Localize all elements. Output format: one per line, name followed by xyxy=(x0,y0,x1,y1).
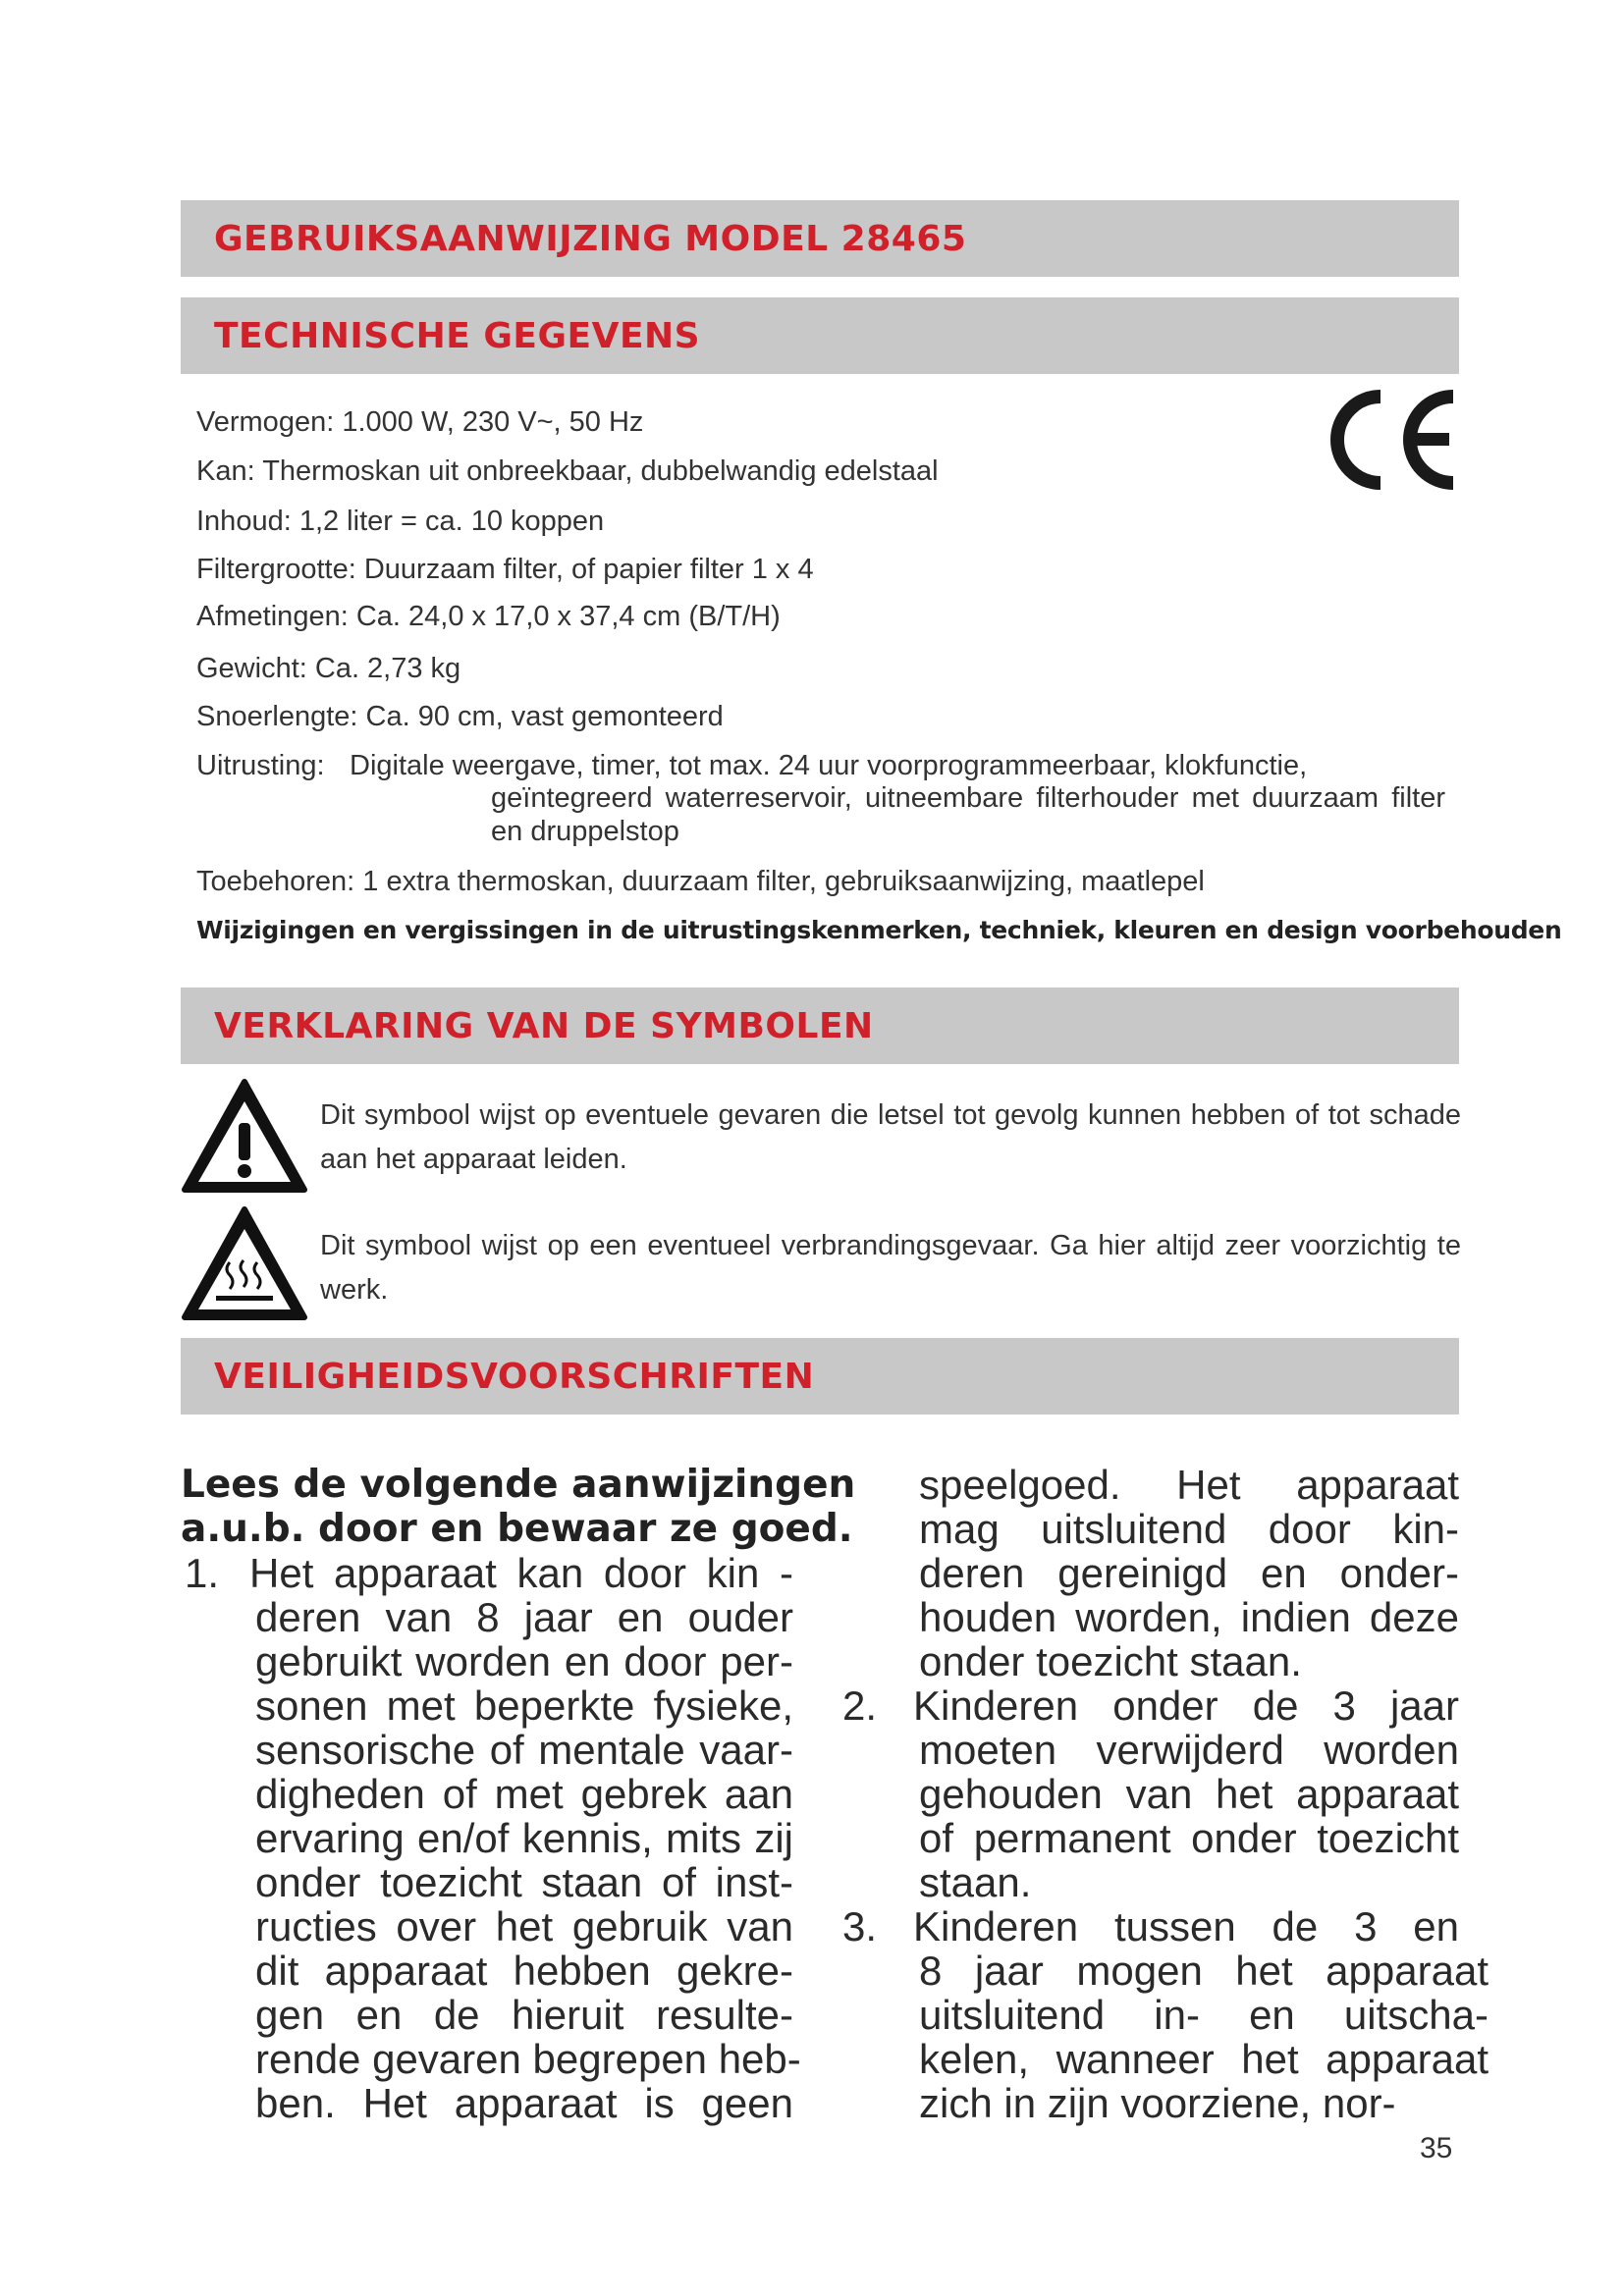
ce-mark-icon xyxy=(1324,385,1461,495)
list-item-3-line: uitsluitend in- en uitscha- xyxy=(919,1992,1489,2038)
list-item-1-line: deren van 8 jaar en ouder xyxy=(255,1594,793,1640)
spec-filter: Filtergrootte: Duurzaam filter, of papier filter 1 x 4 xyxy=(196,554,814,585)
hot-surface-icon xyxy=(181,1205,308,1323)
list-item-2-first-row xyxy=(842,1683,1483,1728)
list-item-2 xyxy=(842,1683,1483,1904)
spec-accessories: Toebehoren: 1 extra thermoskan, duurzaam filter, gebruiksaanwijzing, maatlepel xyxy=(196,866,1205,897)
list-item-2-line: of permanent onder toezicht xyxy=(919,1815,1459,1861)
list-item-3-first-row xyxy=(842,1904,1483,1949)
technical-heading-bar xyxy=(181,297,1459,374)
list-item-1-line: digheden of met gebrek aan xyxy=(255,1771,793,1817)
warning-triangle-icon xyxy=(181,1078,308,1196)
list-item-1-end xyxy=(842,1463,1459,1683)
list-item-3-line: zich in zijn voorziene, nor- xyxy=(919,2080,1396,2126)
list-item-1-line: gen en de hieruit resulte- xyxy=(255,1992,793,2038)
intro-line-1: Lees de volgende aanwijzingen xyxy=(181,1463,856,1507)
left-column xyxy=(181,1463,856,2126)
list-item-1-first-line: Het apparaat kan door kin - xyxy=(249,1550,793,1596)
list-item-1 xyxy=(181,1551,793,1595)
spec-weight: Gewicht: Ca. 2,73 kg xyxy=(196,653,461,684)
spec-disclaimer: Wijzigingen en vergissingen in de uitrustingskenmerken, techniek, kleuren en design voorbehouden xyxy=(196,916,1562,944)
list-item-1-end-line: onder toezicht staan. xyxy=(919,1638,1302,1684)
symbols-heading: VERKLARING VAN DE SYMBOLEN xyxy=(214,1005,874,1046)
list-item-1-end-line: speelgoed. Het apparaat xyxy=(919,1462,1459,1508)
list-item-2-line: gehouden van het apparaat xyxy=(919,1771,1459,1817)
list-item-1-continuation xyxy=(181,1594,801,2126)
spec-dimensions: Afmetingen: Ca. 24,0 x 17,0 x 37,4 cm (B/T/H) xyxy=(196,601,781,632)
warning-symbol-description: Dit symbool wijst op eventuele gevaren die letsel tot gevolg kunnen hebben of tot schade aan het apparaat leiden. xyxy=(320,1099,1461,1175)
hot-symbol-description: Dit symbool wijst op een eventueel verbrandingsgevaar. Ga hier altijd zeer voorzichtig te werk. xyxy=(320,1230,1461,1306)
list-item-3-line: kelen, wanneer het apparaat xyxy=(919,2036,1489,2082)
spec-equipment-line2: geïntegreerd waterreservoir, uitneembare filterhouder met duurzaam filter xyxy=(491,782,1445,814)
list-item-2-line: moeten verwijderd worden xyxy=(919,1727,1459,1773)
title-heading-bar xyxy=(181,200,1459,277)
list-item-3-line: 8 jaar mogen het apparaat xyxy=(919,1948,1489,1994)
spec-cord: Snoerlengte: Ca. 90 cm, vast gemonteerd xyxy=(196,701,724,732)
list-item-1-line: dit apparaat hebben gekre- xyxy=(255,1948,793,1994)
list-item-1-end-line: deren gereinigd en onder- xyxy=(919,1550,1459,1596)
list-item-1-end-line: houden worden, indien deze xyxy=(919,1594,1459,1640)
spec-capacity: Inhoud: 1,2 liter = ca. 10 koppen xyxy=(196,506,605,537)
list-item-2-number: 2. xyxy=(842,1682,878,1729)
symbols-heading-bar xyxy=(181,988,1459,1064)
title-heading: GEBRUIKSAANWIJZING MODEL 28465 xyxy=(214,218,967,259)
list-item-1-line: rende gevaren begrepen heb- xyxy=(255,2036,801,2082)
list-item-1-line: onder toezicht staan of inst- xyxy=(255,1859,793,1905)
list-item-1-line: sensorische of mentale vaar- xyxy=(255,1727,793,1773)
page-number: 35 xyxy=(1420,2132,1453,2164)
spec-equipment-line3: en druppelstop xyxy=(491,816,679,847)
spec-jug: Kan: Thermoskan uit onbreekbaar, dubbelwandig edelstaal xyxy=(196,455,939,487)
intro-line-2: a.u.b. door en bewaar ze goed. xyxy=(181,1507,853,1551)
list-item-1-end-line: mag uitsluitend door kin- xyxy=(919,1506,1459,1552)
list-item-1-number: 1. xyxy=(185,1550,220,1596)
list-item-1-line: ervaring en/of kennis, mits zij xyxy=(255,1815,793,1861)
list-item-2-line: Kinderen onder de 3 jaar xyxy=(913,1682,1459,1729)
safety-heading-bar xyxy=(181,1338,1459,1415)
technical-heading: TECHNISCHE GEGEVENS xyxy=(214,315,701,356)
list-item-1-line: sonen met beperkte fysieke, xyxy=(255,1682,793,1729)
list-item-2-line: staan. xyxy=(919,1859,1032,1905)
safety-heading: VEILIGHEIDSVOORSCHRIFTEN xyxy=(214,1356,815,1397)
spec-equipment-label: Uitrusting: xyxy=(196,750,325,781)
list-item-1-line: ructies over het gebruik van xyxy=(255,1903,793,1949)
spec-power: Vermogen: 1.000 W, 230 V~, 50 Hz xyxy=(196,406,644,438)
list-item-3 xyxy=(842,1903,1489,2126)
list-item-3-number: 3. xyxy=(842,1903,878,1949)
list-item-3-line: Kinderen tussen de 3 en xyxy=(913,1903,1459,1949)
list-item-1-line: gebruikt worden en door per- xyxy=(255,1638,793,1684)
right-column xyxy=(842,1462,1489,2126)
list-item-1-line: ben. Het apparaat is geen xyxy=(255,2080,793,2126)
spec-equipment-line1: Digitale weergave, timer, tot max. 24 uur voorprogrammeerbaar, klokfunctie, xyxy=(350,750,1308,781)
